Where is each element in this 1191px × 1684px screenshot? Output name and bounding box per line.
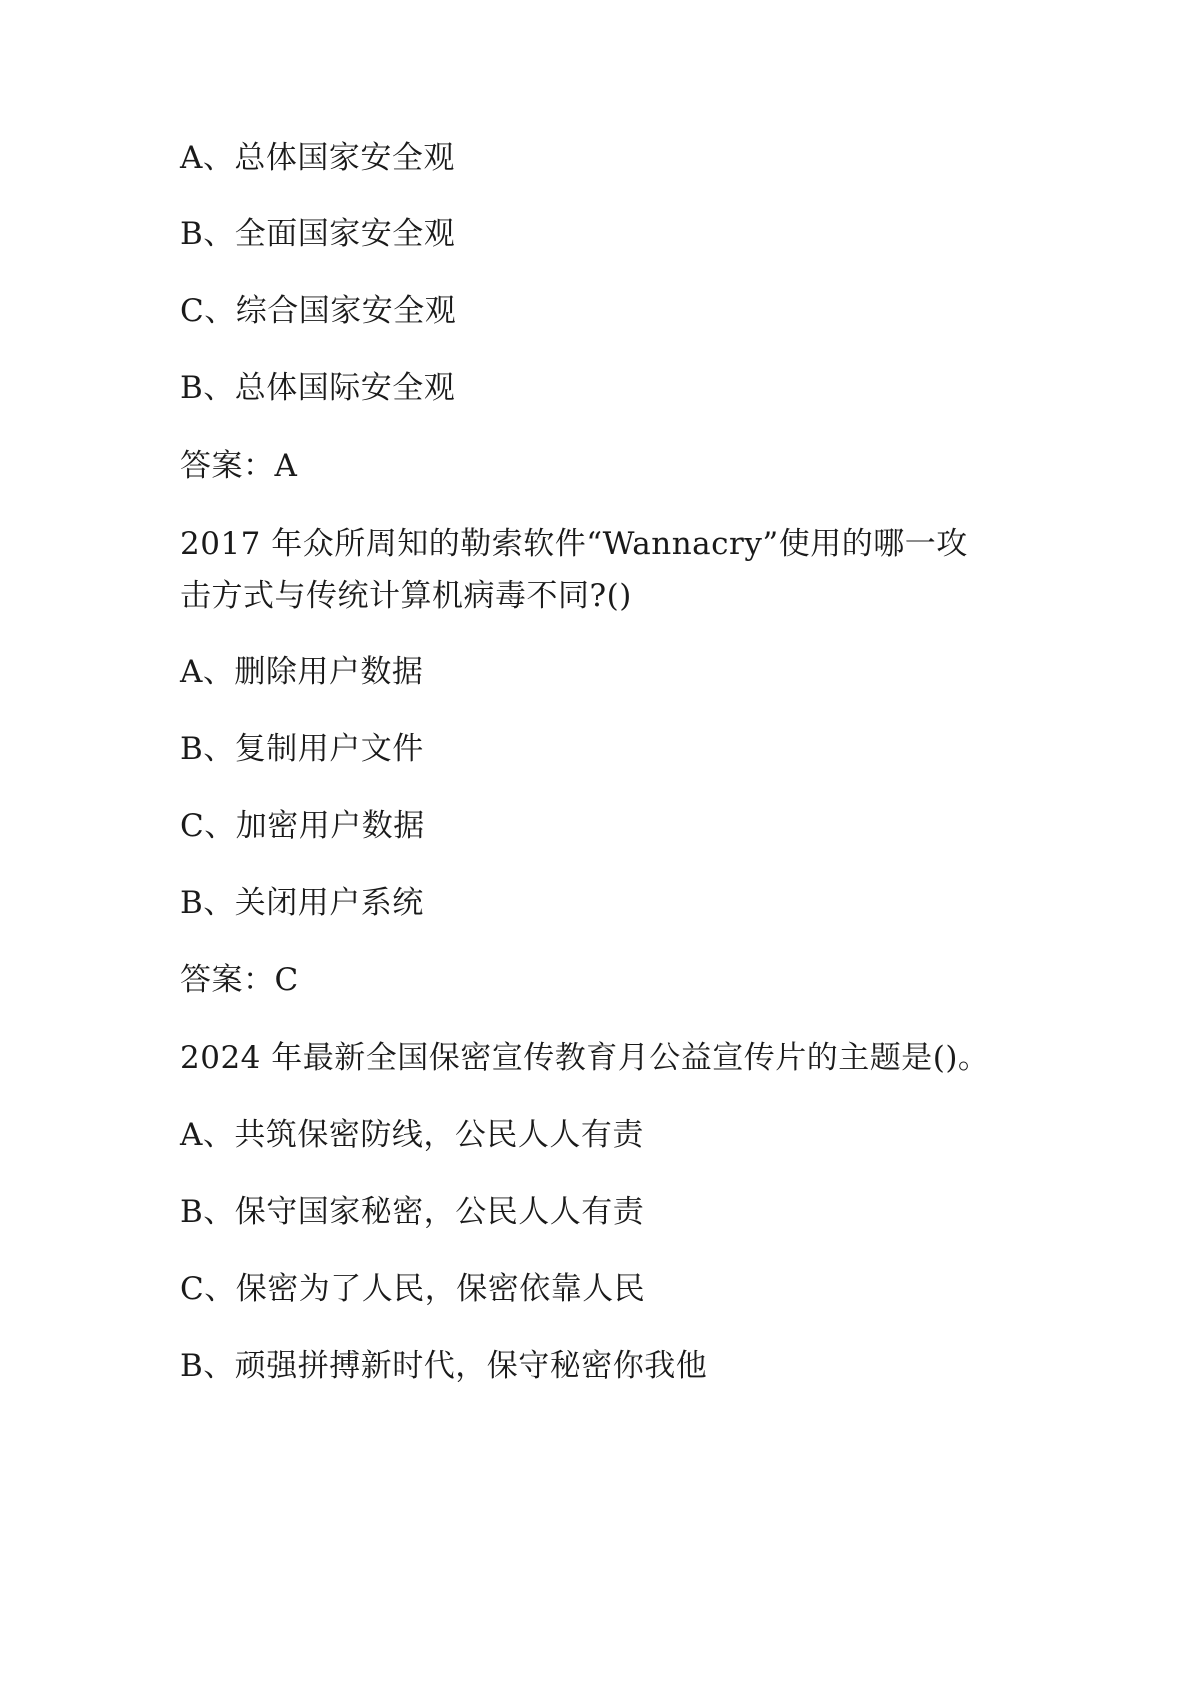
option-d: B、关闭用户系统: [180, 885, 424, 921]
option-d: B、顽强拼搏新时代，保守秘密你我他: [180, 1348, 708, 1384]
option-c: C、综合国家安全观: [180, 293, 457, 329]
option-c: C、保密为了人民，保密依靠人民: [180, 1271, 646, 1307]
option-a: A、共筑保密防线，公民人人有责: [180, 1117, 644, 1153]
option-a: A、总体国家安全观: [180, 140, 455, 176]
answer: 答案：C: [180, 962, 299, 998]
option-b: B、全面国家安全观: [180, 216, 456, 252]
answer: 答案：A: [180, 448, 298, 484]
option-b: B、保守国家秘密，公民人人有责: [180, 1194, 645, 1230]
question-line: 2024 年最新全国保密宣传教育月公益宣传片的主题是()。: [180, 1040, 990, 1076]
question-line: 2017 年众所周知的勒索软件“Wannacry”使用的哪一攻: [180, 526, 968, 562]
option-c: C、加密用户数据: [180, 808, 425, 844]
option-b: B、复制用户文件: [180, 731, 424, 767]
option-d: B、总体国际安全观: [180, 370, 456, 406]
option-a: A、删除用户数据: [180, 654, 424, 690]
question-line: 击方式与传统计算机病毒不同?(): [180, 578, 632, 614]
